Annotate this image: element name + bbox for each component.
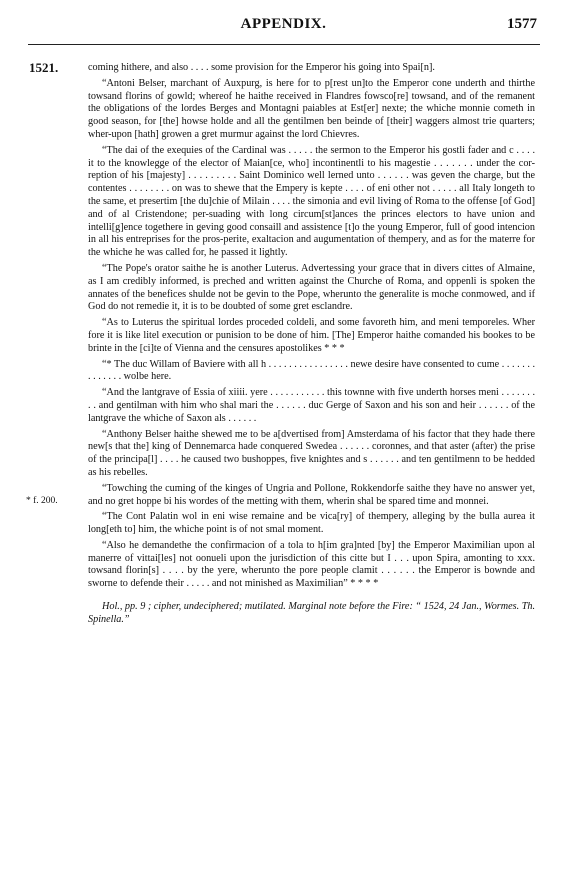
- running-header: [0, 16, 567, 38]
- paragraph: “The Pope's orator saithe he is another Luterus. Advertessing your grace that in divers cittes of Almaine, as I am credibly informed, is preched and written against the Churche of Roma, and oppenli is spoken the annates of the benefices shulde not be gevin to the Pope, wherunto the generalite is moche conmowed, and if God do not remedie it, it is to be doubted of some gret esclandre.: [88, 262, 535, 313]
- paragraph: “Towching the cuming of the kinges of Ungria and Pollone, Rokkendorfe saithe they have no answer yet, and no gret hoppe bi his wordes of the metting with them, wherin shal be spared time and monnei.: [88, 482, 535, 507]
- paragraph: “The dai of the exequies of the Cardinal was . . . . . the sermon to the Emperor his gostli fader and c . . . . it to the knowlegge of the elector of Maian[ce, who] incontinentli to his magestie . . . . . . . under the cor-reption of his [majesty] . . . . . . . . . Saint Dominico well lerned unto . . . . . . was geven the charge, but the contentes . . . . . . . . on was to shewe that the Empery is kepte . . . . of eni other not . . . . . all Italy longeth to the same, et presertim [the du]chie of Milain . . . . the simonia and evil living of Roma to the offense [of God] and of al Cristendone; per-suading with long circum[st]ances the princes electors to have union and intelli[g]ence togethere in geving good consaill and assistence [t]o the young Emperor, full of good intencion in all his entreprises for the pros-perite, exaltacion and augumentation of thempery, and as for the materre for the whiche he was called for, he passed it lightly.: [88, 144, 535, 259]
- source-note: Hol., pp. 9 ; cipher, undeciphered; mutilated. Marginal note before the Fire: “ 1524, 24 Jan., Wormes. Th. Spinella.”: [88, 601, 535, 625]
- paragraph: coming hithere, and also . . . . some provision for the Emperor his going into Spai[n].: [88, 62, 435, 73]
- paragraph: “The Cont Palatin wol in eni wise remaine and be vica[ry] of thempery, alleging by the bulla aurea it long[eth to] him, the whiche point is of not smal moment.: [88, 511, 535, 536]
- watermark-strip: [529, 120, 567, 820]
- header-title: APPENDIX.: [240, 16, 327, 32]
- paragraph: “Also he demandethe the confirmacion of a tola to h[im gra]nted [by] the Emperor Maximilian upon al manerre of vittai[les] not oonueli upon the jurisdiction of this citte but I . . . upon Spira, amonting to xxx. towsand florin[s] . . . . by the yere, wherunto the pore people clamit . . . . . . the Emperor is bownde and sworne to defende their . . . . . and not minished as Maximilian” * * * *: [88, 539, 535, 590]
- header-rule: [28, 44, 540, 45]
- paragraph: “Anthony Belser haithe shewed me to be a[dvertised from] Amsterdama of his factor that they hade there new[s that the] king of Dennemarca hade conquered Swedea . . . . . . coronnes, and that aster (after) the prise of the principa[l] . . . . he caused two bushoppes, five knightes and s . . . . . . and ten gentilmenn to be hedded as his rebelles.: [88, 428, 535, 478]
- page-number: 1577: [507, 16, 537, 32]
- document-body: [88, 62, 535, 630]
- paragraph: “Antoni Belser, marchant of Auxpurg, is here for to p[rest un]to the Emperor cone underth and thirthe towsand florins of gowld; whereof he haithe received in Flandres fowsco[re] towsand, and of the remanent the obligations of the lordes Berges and Montagni paiables at Est[er] nexte; the whiche monnie cometh in good season, for [the] howse holde and all the gentilmen ben beinde of [their] waggers almost trie quarters; wher-upon [hath] growen a gret murmur against the lord Chievres.: [88, 77, 535, 140]
- paragraph: “As to Luterus the spiritual lordes proceded coldeli, and some favoreth him, and meni temporeles. Wher fore it is like litel execution or punision to be done of him. [The] Emperor haithe comanded his bookes to be brinte in the [ci]te of Vienna and the censures apostolikes * * *: [88, 317, 535, 354]
- paragraph: “* The duc Willam of Baviere with all h . . . . . . . . . . . . . . . . newe desire have consented to cume . . . . . . . . . . . . . . wolbe here.: [88, 358, 535, 383]
- margin-year: 1521.: [29, 60, 59, 75]
- paragraph: “And the lantgrave of Essia of xiiii. yere . . . . . . . . . . . this townne with five underth horses meni . . . . . . . . . and gentilman with him who shal mari the . . . . . . duc Gerge of Saxon and his son and heir . . . . . . of the lantgrave the whiche of Saxon als . . . . . .: [88, 387, 535, 424]
- margin-folio-note: * f. 200.: [26, 496, 58, 506]
